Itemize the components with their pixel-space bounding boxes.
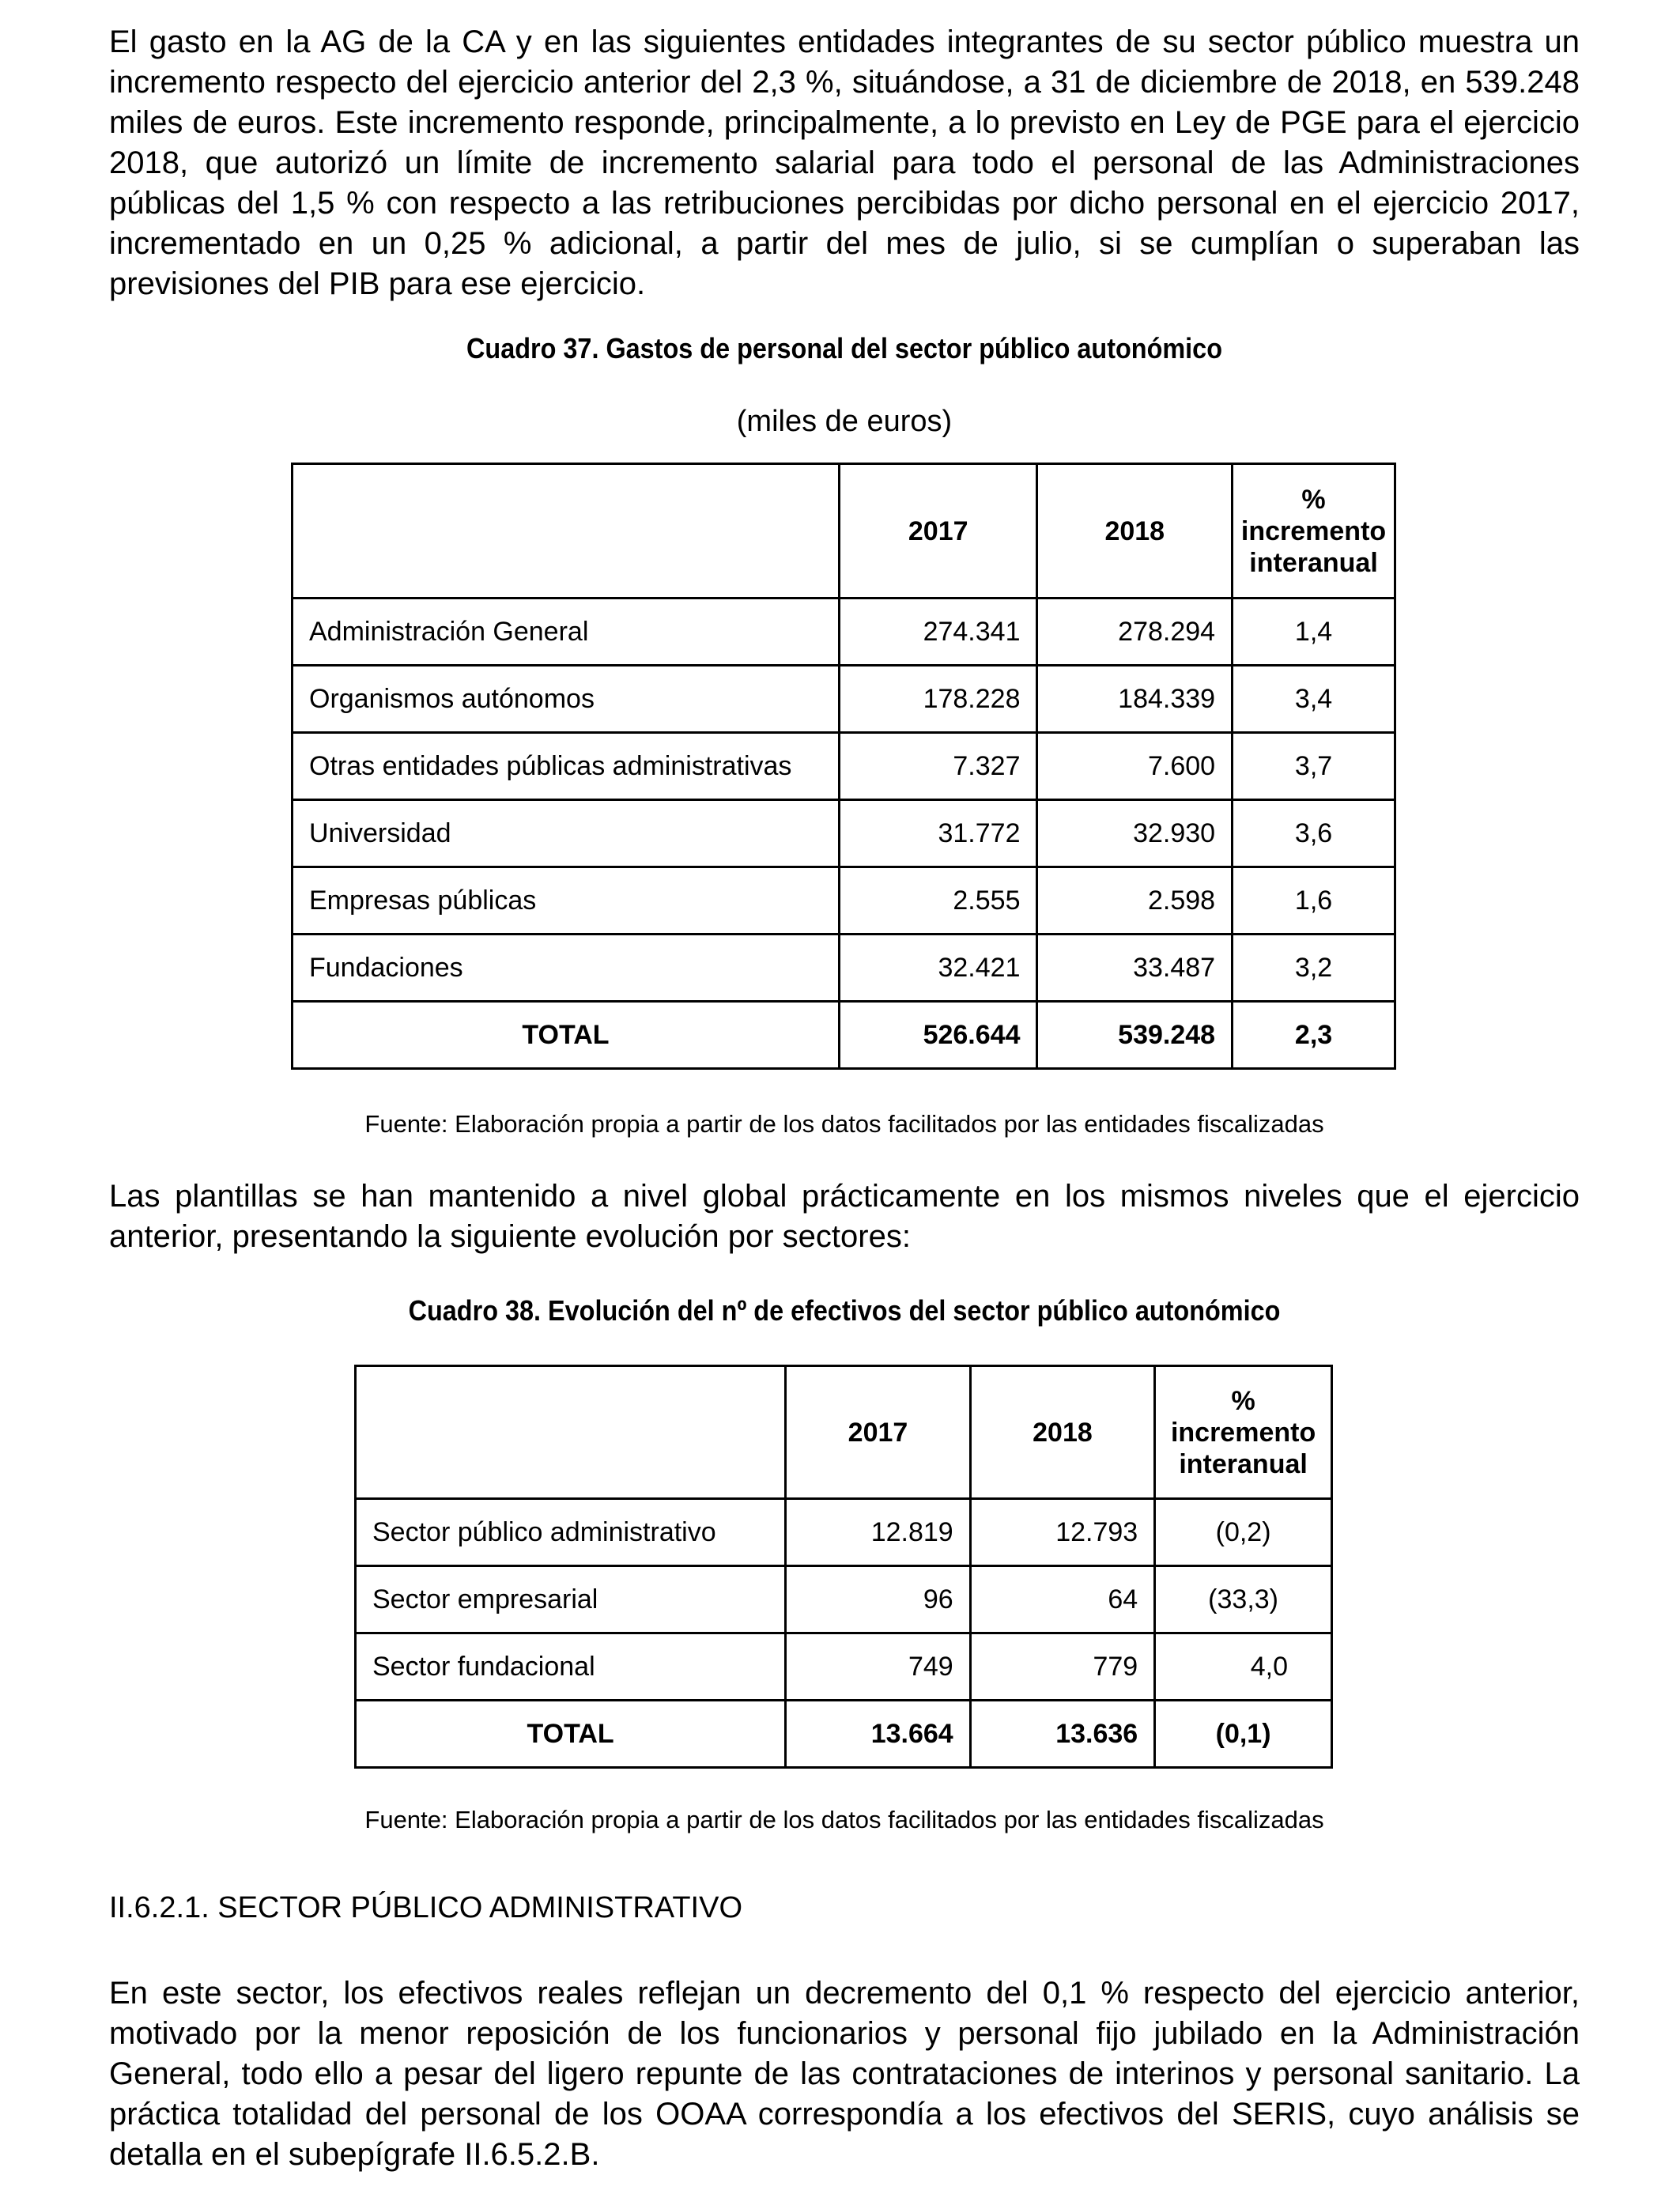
- row-label: Sector público administrativo: [356, 1499, 786, 1566]
- cell-2018: 64: [970, 1566, 1154, 1633]
- cell-2017: 7.327: [839, 733, 1037, 800]
- table38-header-2018: 2018: [970, 1366, 1154, 1499]
- table38-header-empty: [356, 1366, 786, 1499]
- table38-source: Fuente: Elaboración propia a partir de los datos facilitados por las entidades fiscalizadas: [364, 1806, 1324, 1833]
- cell-2017: 12.819: [786, 1499, 970, 1566]
- table-row: [293, 800, 1395, 867]
- table38: [354, 1365, 1333, 1769]
- table-row: [293, 733, 1395, 800]
- cell-pct: 3,6: [1233, 800, 1395, 867]
- cell-2017: 32.421: [839, 935, 1037, 1002]
- table37-source: Fuente: Elaboración propia a partir de los datos facilitados por las entidades fiscalizadas: [364, 1110, 1324, 1138]
- section-heading: II.6.2.1. SECTOR PÚBLICO ADMINISTRATIVO: [109, 1891, 743, 1924]
- cell-pct: (33,3): [1155, 1566, 1332, 1633]
- table38-header-pct-line2: incremento: [1170, 1417, 1316, 1448]
- table38-header-pct-symbol: %: [1231, 1385, 1255, 1416]
- table-row: [293, 935, 1395, 1002]
- table-row: [356, 1633, 1332, 1701]
- table38-total-row: [356, 1701, 1332, 1768]
- total-label: TOTAL: [293, 1002, 840, 1069]
- table37-header-pct: [1233, 464, 1395, 599]
- table37: [291, 463, 1396, 1070]
- table38-header-pct: [1155, 1366, 1332, 1499]
- row-label: Empresas públicas: [293, 867, 840, 935]
- table37-header-pct-symbol: %: [1301, 484, 1326, 515]
- cell-2017: 96: [786, 1566, 970, 1633]
- row-label: Sector fundacional: [356, 1633, 786, 1701]
- cell-2018: 12.793: [970, 1499, 1154, 1566]
- cell-2017: 178.228: [839, 666, 1037, 733]
- table38-caption: Cuadro 38. Evolución del nº de efectivos del sector público autonómico: [408, 1294, 1281, 1327]
- cell-pct: (0,2): [1155, 1499, 1332, 1566]
- cell-2017: 749: [786, 1633, 970, 1701]
- table-row: [293, 666, 1395, 733]
- cell-2017: 274.341: [839, 599, 1037, 666]
- intro-paragraph: El gasto en la AG de la CA y en las siguientes entidades integrantes de su sector público muestra un incremento respecto del ejercicio anterior del 2,3 %, situándose, a 31 de diciembre de 2018, en 539.248 miles de euros. Este incremento responde, principalmente, a lo previsto en Ley de PGE para el ejercicio 2018, que autorizó un límite de incremento salarial para todo el personal de las Administraciones públicas del 1,5 % con respecto a las retribuciones percibidas por dicho personal en el ejercicio 2017, incrementado en un 0,25 % adicional, a partir del mes de julio, si se cumplían o superaban las previsiones del PIB para ese ejercicio.: [109, 25, 1580, 301]
- table37-header-2017: 2017: [839, 464, 1037, 599]
- cell-2018: 7.600: [1037, 733, 1233, 800]
- table38-header-2017: 2017: [786, 1366, 970, 1499]
- table38-header-pct-line3: interanual: [1179, 1448, 1308, 1479]
- sector-paragraph: En este sector, los efectivos reales reflejan un decremento del 0,1 % respecto del ejercicio anterior, motivado por la menor reposición de los funcionarios y personal fijo jubilado en la Administración General, todo ello a pesar del ligero repunte de las contrataciones de interinos y personal sanitario. La práctica totalidad del personal de los OOAA correspondía a los efectivos del SERIS, cuyo análisis se detalla en el subepígrafe II.6.5.2.B.: [109, 1976, 1580, 2172]
- table37-header-row: [293, 464, 1395, 599]
- cell-pct: 4,0: [1155, 1633, 1332, 1701]
- cell-2018: 32.930: [1037, 800, 1233, 867]
- cell-pct: 3,2: [1233, 935, 1395, 1002]
- table-row: [356, 1566, 1332, 1633]
- cell-2018: 2.598: [1037, 867, 1233, 935]
- table37-total-row: [293, 1002, 1395, 1069]
- table37-header-pct-line2: incremento: [1240, 515, 1387, 546]
- cell-pct: 3,7: [1233, 733, 1395, 800]
- total-pct: 2,3: [1233, 1002, 1395, 1069]
- total-2018: 539.248: [1037, 1002, 1233, 1069]
- table37-header-empty: [293, 464, 840, 599]
- table37-header-pct-line3: interanual: [1249, 547, 1378, 578]
- table37-units: (miles de euros): [736, 405, 953, 438]
- cell-pct: 3,4: [1233, 666, 1395, 733]
- table37-caption: Cuadro 37. Gastos de personal del sector público autonómico: [466, 332, 1222, 364]
- total-pct: (0,1): [1155, 1701, 1332, 1768]
- cell-2018: 779: [970, 1633, 1154, 1701]
- cell-2017: 31.772: [839, 800, 1037, 867]
- total-2017: 13.664: [786, 1701, 970, 1768]
- row-label: Fundaciones: [293, 935, 840, 1002]
- cell-2018: 278.294: [1037, 599, 1233, 666]
- cell-pct: 1,6: [1233, 867, 1395, 935]
- total-2017: 526.644: [839, 1002, 1037, 1069]
- table38-header-row: [356, 1366, 1332, 1499]
- row-label: Universidad: [293, 800, 840, 867]
- row-label: Otras entidades públicas administrativas: [293, 733, 840, 800]
- row-label: Sector empresarial: [356, 1566, 786, 1633]
- total-label: TOTAL: [356, 1701, 786, 1768]
- table37-header-2018: 2018: [1037, 464, 1233, 599]
- table-row: [293, 867, 1395, 935]
- plantillas-paragraph: Las plantillas se han mantenido a nivel global prácticamente en los mismos niveles que el ejercicio anterior, presentando la siguiente evolución por sectores:: [109, 1179, 1580, 1254]
- table-row: [356, 1499, 1332, 1566]
- cell-2018: 33.487: [1037, 935, 1233, 1002]
- table-row: [293, 599, 1395, 666]
- cell-2018: 184.339: [1037, 666, 1233, 733]
- row-label: Administración General: [293, 599, 840, 666]
- cell-pct: 1,4: [1233, 599, 1395, 666]
- row-label: Organismos autónomos: [293, 666, 840, 733]
- total-2018: 13.636: [970, 1701, 1154, 1768]
- cell-2017: 2.555: [839, 867, 1037, 935]
